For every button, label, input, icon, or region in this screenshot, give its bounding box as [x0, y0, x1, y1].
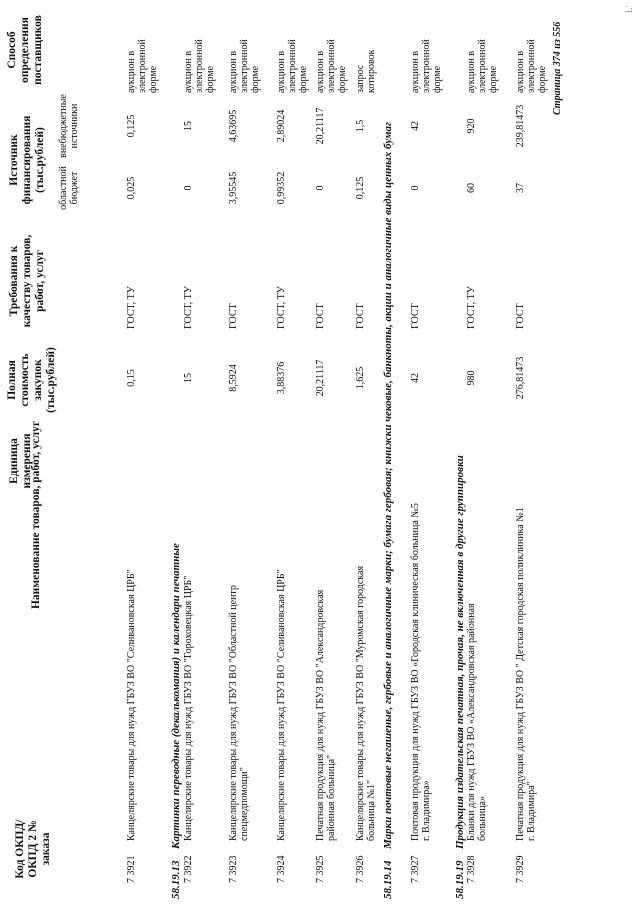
row-cost: 1,625 — [355, 366, 366, 390]
row-funding-regional: 0 — [410, 185, 421, 191]
row-requirements: ГОСТ — [228, 303, 239, 329]
row-funding-offbudget: 920 — [466, 118, 477, 134]
row-funding-offbudget: 20,21117 — [315, 107, 326, 145]
row-funding-regional: 3,95545 — [228, 171, 239, 205]
row-cost: 980 — [466, 370, 477, 386]
row-code: 7 3927 — [410, 855, 421, 883]
section-code: 58.19.19 — [454, 860, 466, 899]
row-cost: 3,88376 — [276, 361, 287, 395]
row-method: аукцион в электронной форме — [183, 39, 217, 93]
row-funding-regional: 0 — [315, 185, 326, 191]
row-name: Канцелярские товары для нужд ГБУЗ ВО "Гороховецкая ЦРБ" — [183, 575, 194, 841]
row-funding-regional: 37 — [515, 183, 526, 193]
row-cost: 20,21117 — [315, 359, 326, 397]
row-cost: 15 — [183, 373, 194, 383]
row-name: Канцелярские товары для нужд ГБУЗ ВО "Областной центр спецмедпомощи" — [228, 585, 251, 841]
row-funding-regional: 0 — [183, 185, 194, 191]
row-funding-regional: 0,125 — [355, 176, 366, 200]
row-code: 7 3926 — [355, 855, 366, 883]
row-funding-offbudget: 239,81473 — [515, 104, 526, 148]
row-name: Канцелярские товары для нужд ГБУЗ ВО "Селивановская ЦРБ" — [276, 569, 287, 841]
header-requirements: Требования к качеству товаров, работ, услуг — [8, 234, 46, 328]
row-requirements: ГОСТ, ТУ — [276, 286, 287, 329]
row-funding-offbudget: 0,125 — [126, 114, 137, 138]
section-code: 58.19.13 — [170, 860, 182, 899]
header-cost: Полная стоимость закупок (тыс.рублей) — [6, 347, 57, 413]
row-method: аукцион в электронной форме — [276, 39, 310, 93]
section-code: 58.19.14 — [382, 860, 394, 899]
header-unit: Единица измерения — [8, 433, 33, 489]
header-funding-offbudget: внебюджетные источники — [58, 94, 81, 158]
row-requirements: ГОСТ — [315, 303, 326, 329]
row-funding-offbudget: 2,89024 — [276, 109, 287, 143]
row-code: 7 3923 — [228, 855, 239, 883]
row-requirements: ГОСТ, ТУ — [126, 286, 137, 329]
row-requirements: ГОСТ — [410, 303, 421, 329]
row-method: аукцион в электронной форме — [228, 39, 262, 93]
row-funding-regional: 60 — [466, 183, 477, 193]
corner-mark: L' — [624, 5, 634, 13]
row-code: 7 3922 — [183, 855, 194, 883]
row-code: 7 3921 — [126, 855, 137, 883]
row-name: Канцелярские товары для нужд ГБУЗ ВО "Селивановская ЦРБ" — [126, 569, 137, 841]
row-code: 7 3928 — [466, 855, 477, 883]
header-method: Способ определения поставщиков — [6, 15, 44, 85]
row-method: аукцион в электронной форме — [410, 39, 444, 93]
row-name: Печатная продукция для нужд ГБУЗ ВО "Александровская районная больница" — [315, 589, 338, 841]
page-number: Страница 374 из 556 — [552, 21, 563, 115]
row-name: Бланки для нужд ГБУЗ ВО «Александровская районная больница» — [466, 603, 489, 841]
row-method: аукцион в электронной форме — [126, 39, 160, 93]
row-funding-offbudget: 15 — [183, 121, 194, 131]
row-code: 7 3929 — [515, 855, 526, 883]
header-code: Код ОКПД/ ОКПД 2 № заказа — [14, 819, 52, 879]
row-cost: 8,5924 — [228, 364, 239, 392]
row-funding-regional: 0,99352 — [276, 171, 287, 205]
row-cost: 42 — [410, 373, 421, 383]
row-funding-offbudget: 42 — [410, 121, 421, 131]
row-requirements: ГОСТ, ТУ — [466, 286, 477, 329]
row-cost: 276,81473 — [515, 356, 526, 400]
row-cost: 0,15 — [126, 369, 137, 387]
row-funding-offbudget: 1,5 — [355, 119, 366, 133]
row-method: аукцион в электронной форме — [315, 39, 349, 93]
row-name: Канцелярские товары для нужд ГБУЗ ВО "Муромская городская больница №1" — [355, 565, 378, 841]
row-method: аукцион в электронной форме — [515, 39, 549, 93]
section-title: Картинки переводные (декалькомания) и календари печатные — [170, 543, 182, 849]
row-name: Печатная продукция для нужд ГБУЗ ВО " Детская городская поликлиника №1 г. Владимира" — [515, 507, 538, 841]
row-name: Почтовая продукция для нужд ГБУЗ ВО «Городская клиническая больница №5 г. Владимира» — [410, 503, 433, 841]
header-name: Наименование товаров, работ, услуг — [30, 420, 42, 610]
section-title: Продукция издательская печатная, прочая, не включенная в другие группировки — [454, 455, 466, 849]
row-method: запрос котировок — [355, 49, 378, 93]
row-funding-regional: 0,025 — [126, 176, 137, 200]
row-code: 7 3925 — [315, 855, 326, 883]
row-code: 7 3924 — [276, 855, 287, 883]
row-requirements: ГОСТ, ТУ — [183, 286, 194, 329]
row-funding-offbudget: 4,63695 — [228, 109, 239, 143]
header-funding: Источник финансирования (тыс.рублей) — [8, 115, 46, 205]
row-requirements: ГОСТ — [515, 303, 526, 329]
row-requirements: ГОСТ — [355, 303, 366, 329]
row-method: аукцион в электронной форме — [466, 39, 500, 93]
section-title: Марки почтовые негашеные, гербовые и аналогичные марки; бумага гербовая; книжки чековые, банкноты, акции и аналогичные виды ценных бумаг — [382, 121, 394, 849]
header-funding-regional: областной бюджет — [58, 166, 81, 210]
